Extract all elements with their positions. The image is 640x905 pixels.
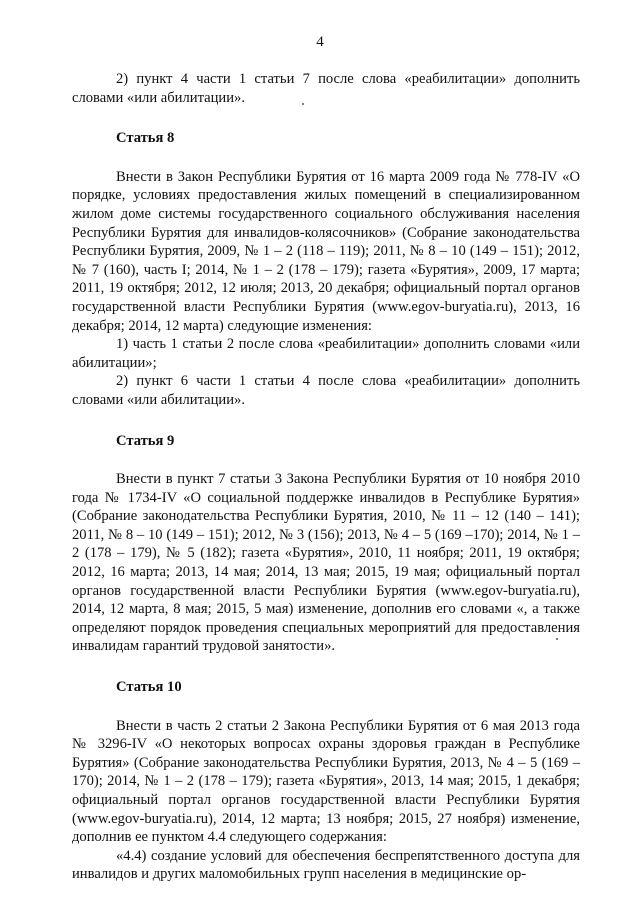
paragraph: «4.4) создание условий для обеспечения беспрепятственного доступа для инвалидов и других маломобильных групп населения в медицинские ор-	[72, 847, 580, 883]
scan-speck	[302, 103, 304, 105]
paragraph: 2) пункт 4 части 1 статьи 7 после слова «реабилитации» дополнить словами «или абилитации».	[72, 71, 580, 106]
paragraph: 1) часть 1 статьи 2 после слова «реабилитации» дополнить словами «или абилитации»;	[72, 336, 580, 371]
page-number: 4	[316, 34, 324, 50]
document-body	[72, 70, 580, 884]
article-heading-8: Статья 8	[116, 130, 175, 147]
paragraph: 2) пункт 6 части 1 статьи 4 после слова «реабилитации» дополнить словами «или абилитации».	[72, 373, 580, 408]
paragraph: Внести в Закон Республики Бурятия от 16 марта 2009 года № 778-IV «О порядке, условиях предоставления жилых помещений в специализированном жилом доме системы государственного социального обслуживания населения Республики Бурятия для инвалидов-колясочников» (Собрание законодательства Республики Бурятия, 2009, № 1 – 2 (118 – 119); 2011, № 8 – 10 (149 – 151); 2012, № 7 (160), часть I; 2014, № 1 – 2 (178 – 179); газета «Бурятия», 2009, 17 марта; 2011, 19 октября; 2012, 12 июля; 2013, 20 декабря; официальный портал органов государственной власти Республики Бурятия (www.egov-buryatia.ru), 2013, 16 декабря; 2014, 12 марта) следующие изменения:	[72, 168, 580, 334]
scan-speck	[556, 638, 558, 640]
article-heading-10: Статья 10	[116, 679, 182, 696]
paragraph: Внести в часть 2 статьи 2 Закона Республики Бурятия от 6 мая 2013 года № 3296-IV «О некоторых вопросах охраны здоровья граждан в Республике Бурятия» (Собрание законодательства Республики Бурятия, 2013, № 4 – 5 (169 – 170); 2014, № 1 – 2 (178 – 179); газета «Бурятия», 2013, 14 мая; 2015, 1 декабря; официальный портал органов государственной власти Республики Бурятия (www.egov-buryatia.ru), 2014, 12 марта; 13 ноября; 2015, 27 ноября) изменение, дополнив ее пунктом 4.4 следующего содержания:	[72, 717, 580, 846]
paragraph: Внести в пункт 7 статьи 3 Закона Республики Бурятия от 10 ноября 2010 года № 1734-IV «О социальной поддержке инвалидов в Республике Бурятия» (Собрание законодательства Республики Бурятия, 2010, № 11 – 12 (140 – 141); 2011, № 8 – 10 (149 – 151); 2012, № 3 (156); 2013, № 4 – 5 (169 –170); 2014, № 1 – 2 (178 – 179), № 5 (182); газета «Бурятия», 2010, 11 ноября; 2011, 19 октября; 2012, 16 марта; 2013, 14 мая; 2014, 13 мая; 2015, 19 мая; официальный портал органов государственной власти Республики Бурятия (www.egov-buryatia.ru), 2014, 12 марта, 8 мая; 2015, 5 мая) изменение, дополнив его словами «, а также определяют порядок проведения специальных мероприятий для предоставления инвалидам гарантий трудовой занятости».	[72, 471, 580, 655]
article-heading-9: Статья 9	[116, 432, 175, 449]
